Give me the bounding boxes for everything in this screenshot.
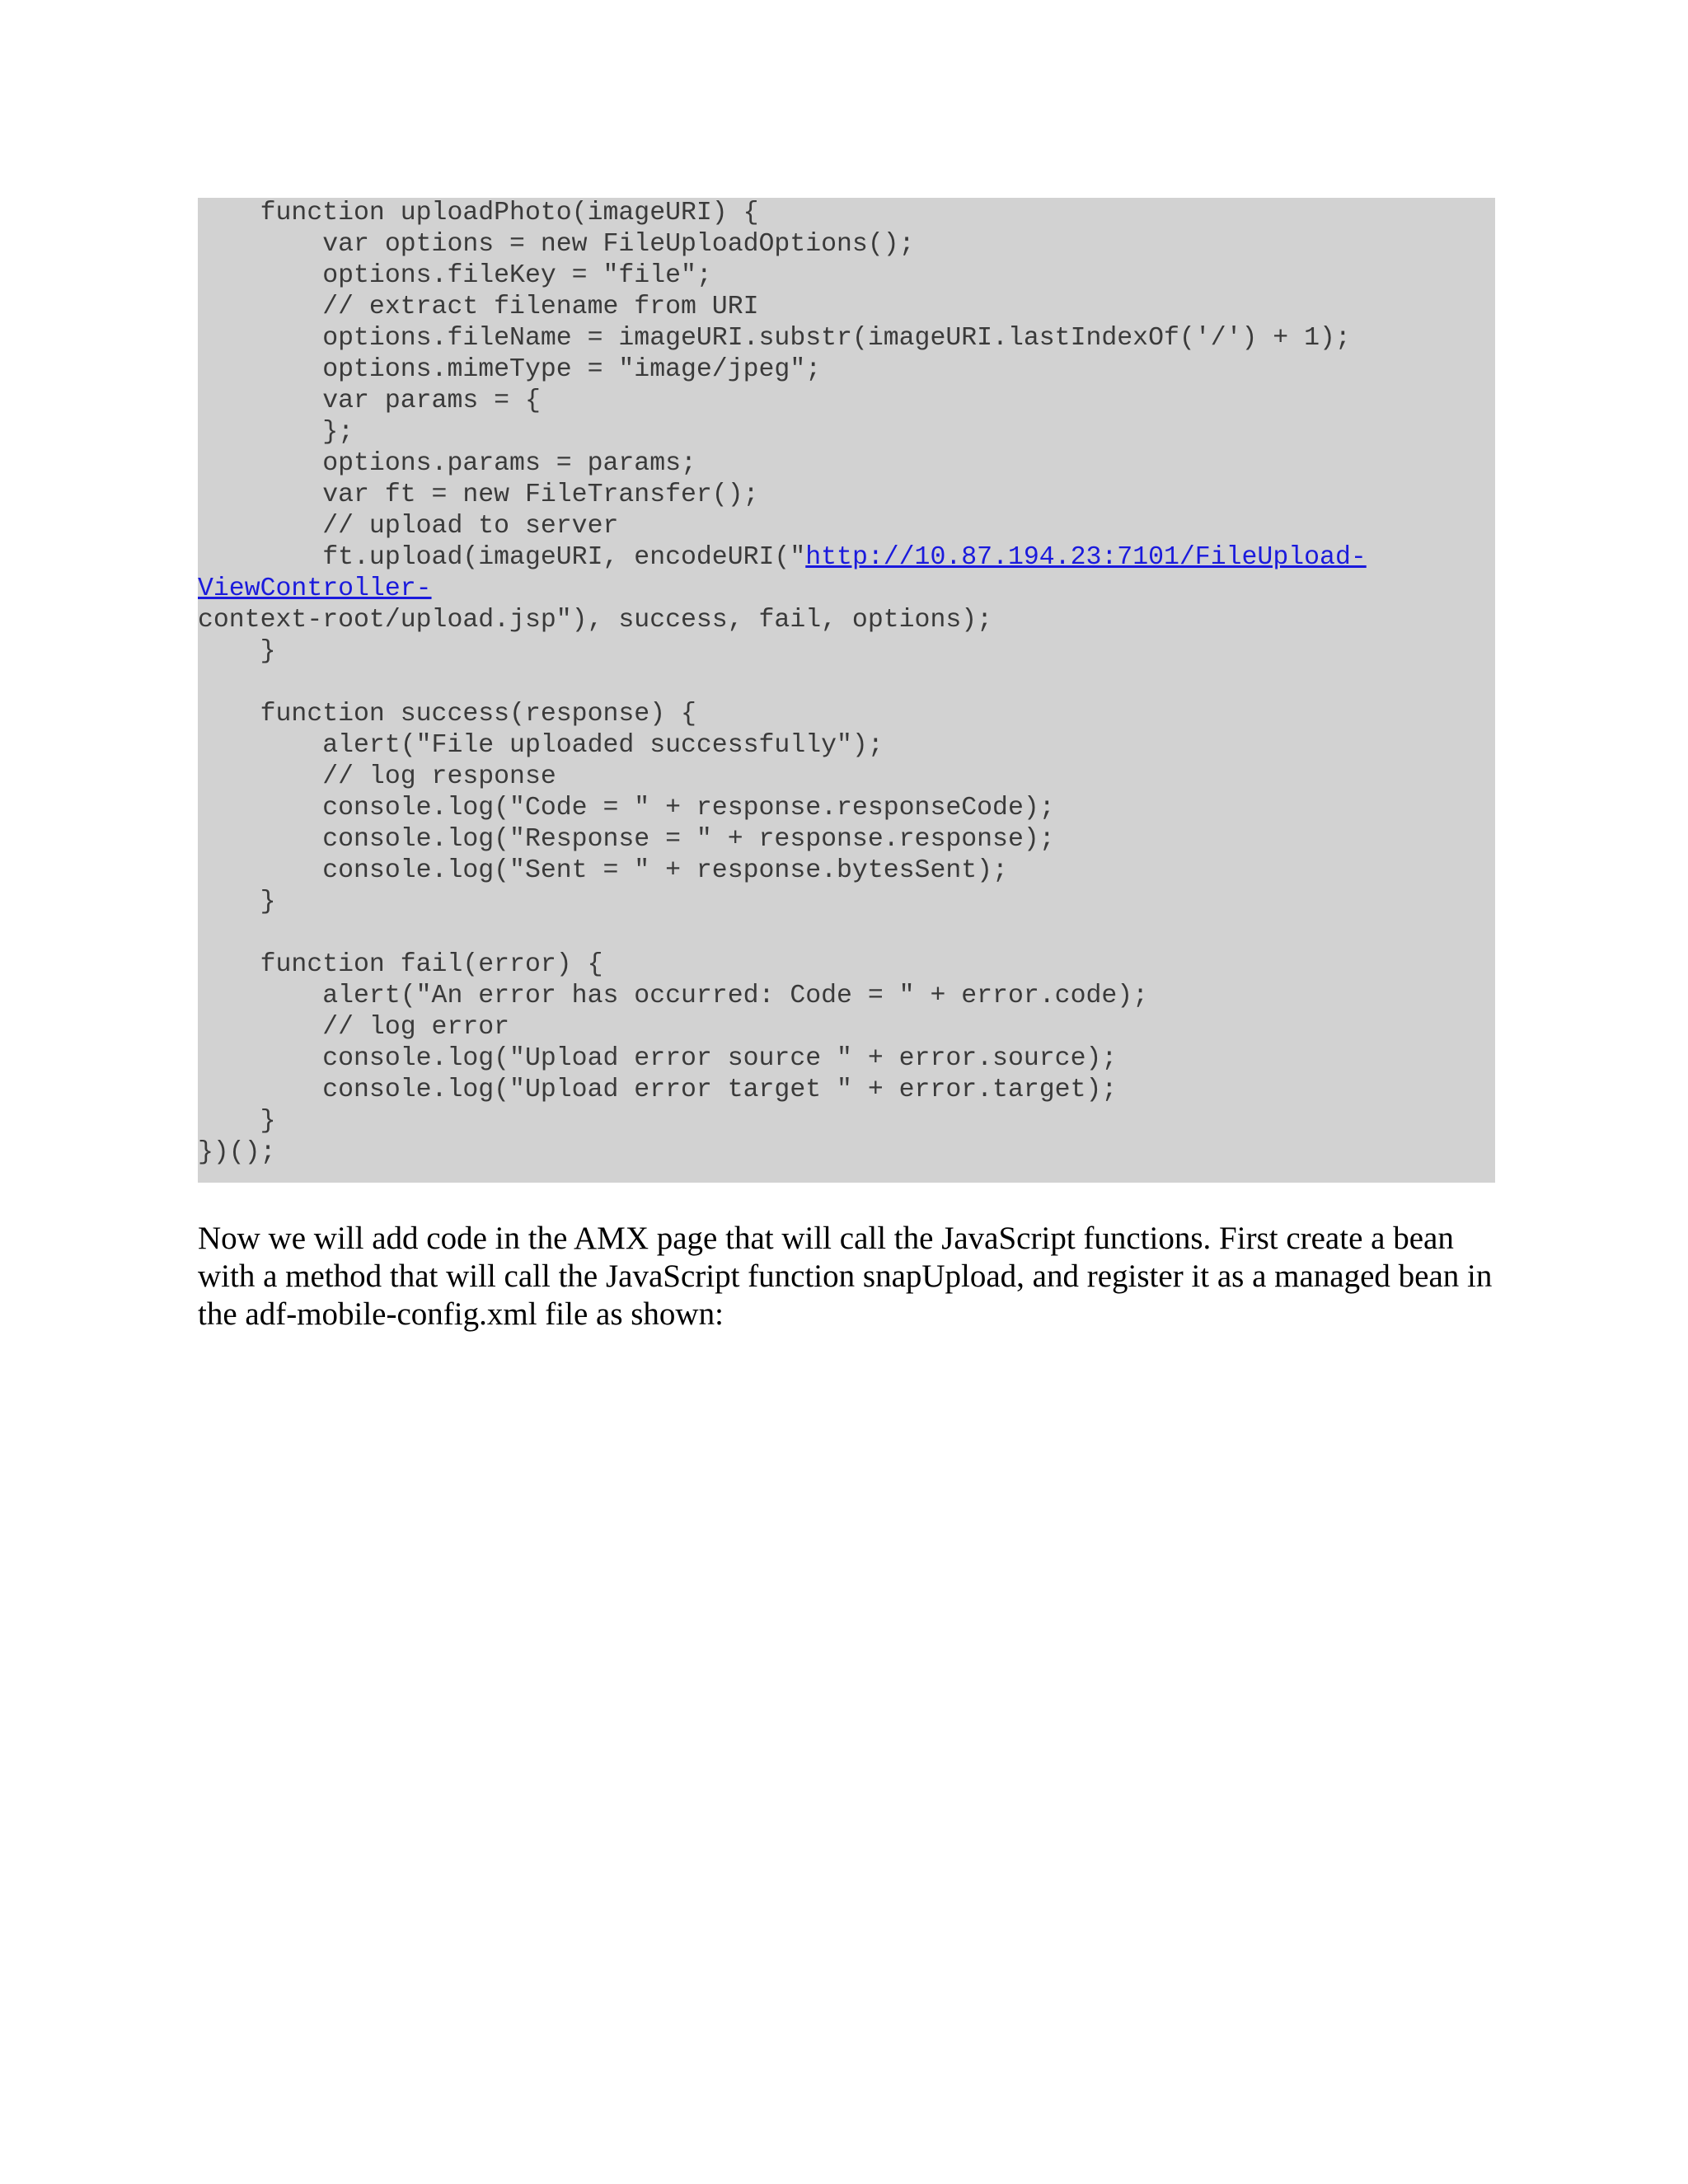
code-line: options.fileKey = "file"; xyxy=(198,261,712,290)
body-paragraph: Now we will add code in the AMX page that will call the JavaScript functions. First create a bean with a method that will call the JavaScript function snapUpload, and register it as a managed bean in the adf-mobile-config.xml file as shown: xyxy=(198,1221,1493,1332)
code-line: }; xyxy=(198,418,354,447)
code-line-blank xyxy=(198,918,1495,949)
code-line: console.log("Upload error target " + error.target); xyxy=(198,1076,1118,1104)
code-line: } xyxy=(198,1107,276,1136)
code-line-blank xyxy=(198,668,1495,699)
code-line-upload-call xyxy=(198,542,1495,574)
code-line: console.log("Sent = " + response.bytesSent); xyxy=(198,856,1008,885)
code-line: console.log("Code = " + response.responseCode); xyxy=(198,794,1055,823)
code-line: function uploadPhoto(imageURI) { xyxy=(198,199,759,227)
code-line: console.log("Response = " + response.response); xyxy=(198,825,1055,854)
code-line: options.mimeType = "image/jpeg"; xyxy=(198,355,822,384)
code-line: var params = { xyxy=(198,387,541,415)
code-line: context-root/upload.jsp"), success, fail, options); xyxy=(198,606,993,635)
code-line: options.fileName = imageURI.substr(imageURI.lastIndexOf('/') + 1); xyxy=(198,324,1351,353)
code-line: var options = new FileUploadOptions(); xyxy=(198,230,915,259)
upload-url-link-continued[interactable]: ViewController- xyxy=(198,574,432,603)
code-line: var ft = new FileTransfer(); xyxy=(198,480,759,509)
code-line: console.log("Upload error source " + error.source); xyxy=(198,1044,1118,1073)
code-line: // log response xyxy=(198,762,556,791)
code-line: alert("An error has occurred: Code = " + error.code); xyxy=(198,982,1149,1010)
code-line-link-continued xyxy=(198,574,1495,605)
code-line: // log error xyxy=(198,1013,510,1042)
code-line: options.params = params; xyxy=(198,449,696,478)
code-line: alert("File uploaded successfully"); xyxy=(198,731,884,760)
code-line: // upload to server xyxy=(198,512,619,541)
code-line: function success(response) { xyxy=(198,700,696,729)
upload-url-link[interactable]: http://10.87.194.23:7101/FileUpload- xyxy=(805,543,1367,572)
code-block xyxy=(198,198,1495,1183)
code-line: } xyxy=(198,888,276,916)
code-line: function fail(error) { xyxy=(198,950,603,979)
code-line: // extract filename from URI xyxy=(198,293,759,321)
code-line: } xyxy=(198,637,276,666)
code-text: ft.upload(imageURI, encodeURI(" xyxy=(198,543,806,572)
code-line: })(); xyxy=(198,1138,276,1167)
